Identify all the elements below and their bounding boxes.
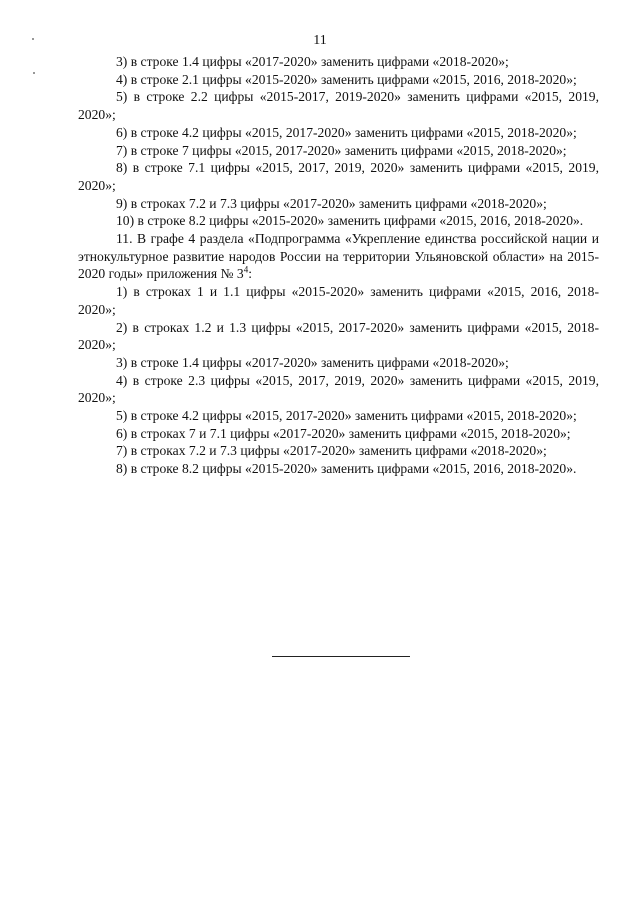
list-item: 7) в строках 7.2 и 7.3 цифры «2017-2020» заменить цифрами «2018-2020»; bbox=[116, 443, 547, 459]
scan-speck bbox=[33, 72, 35, 74]
section-heading-paragraph bbox=[78, 230, 599, 283]
page-number: 11 bbox=[313, 33, 327, 48]
end-divider-line bbox=[272, 656, 410, 657]
list-item: 8) в строке 8.2 цифры «2015-2020» заменить цифрами «2015, 2016, 2018-2020». bbox=[116, 461, 577, 477]
list-item: 7) в строке 7 цифры «2015, 2017-2020» заменить цифрами «2015, 2018-2020»; bbox=[116, 142, 567, 158]
list-item: 10) в строке 8.2 цифры «2015-2020» заменить цифрами «2015, 2016, 2018-2020». bbox=[116, 213, 584, 229]
list-item: 4) в строке 2.3 цифры «2015, 2017, 2019, 2020» заменить цифрами «2015, 2019, 2020»; bbox=[78, 372, 599, 406]
list-item: 9) в строках 7.2 и 7.3 цифры «2017-2020» заменить цифрами «2018-2020»; bbox=[116, 195, 547, 211]
list-item: 3) в строке 1.4 цифры «2017-2020» заменить цифрами «2018-2020»; bbox=[116, 54, 509, 69]
list-item: 6) в строке 4.2 цифры «2015, 2017-2020» заменить цифрами «2015, 2018-2020»; bbox=[116, 124, 577, 140]
list-item: 3) в строке 1.4 цифры «2017-2020» заменить цифрами «2018-2020»; bbox=[116, 354, 509, 370]
list-item: 6) в строках 7 и 7.1 цифры «2017-2020» заменить цифрами «2015, 2018-2020»; bbox=[116, 425, 571, 441]
list-item: 4) в строке 2.1 цифры «2015-2020» заменить цифрами «2015, 2016, 2018-2020»; bbox=[116, 71, 577, 87]
list-item: 5) в строке 4.2 цифры «2015, 2017-2020» заменить цифрами «2015, 2018-2020»; bbox=[116, 408, 577, 424]
footnote-superscript: 4 bbox=[243, 264, 249, 275]
list-item: 5) в строке 2.2 цифры «2015-2017, 2019-2020» заменить цифрами «2015, 2019, 2020»; bbox=[78, 89, 599, 123]
section-heading-text: 11. В графе 4 раздела «Подпрограмма «Укрепление единства российской нации и этнокультурное развитие народов России на территории Ульяновской области» на 2015-2020 годы» приложения № 3 bbox=[78, 231, 599, 282]
list-item: 8) в строке 7.1 цифры «2015, 2017, 2019, 2020» заменить цифрами «2015, 2019, 2020»; bbox=[78, 160, 599, 193]
document-body bbox=[78, 53, 599, 478]
section-heading-colon: : bbox=[248, 266, 252, 282]
list-item: 1) в строках 1 и 1.1 цифры «2015-2020» заменить цифрами «2015, 2016, 2018-2020»; bbox=[78, 284, 599, 317]
list-item: 2) в строках 1.2 и 1.3 цифры «2015, 2017-2020» заменить цифрами «2015, 2018-2020»; bbox=[78, 319, 599, 353]
